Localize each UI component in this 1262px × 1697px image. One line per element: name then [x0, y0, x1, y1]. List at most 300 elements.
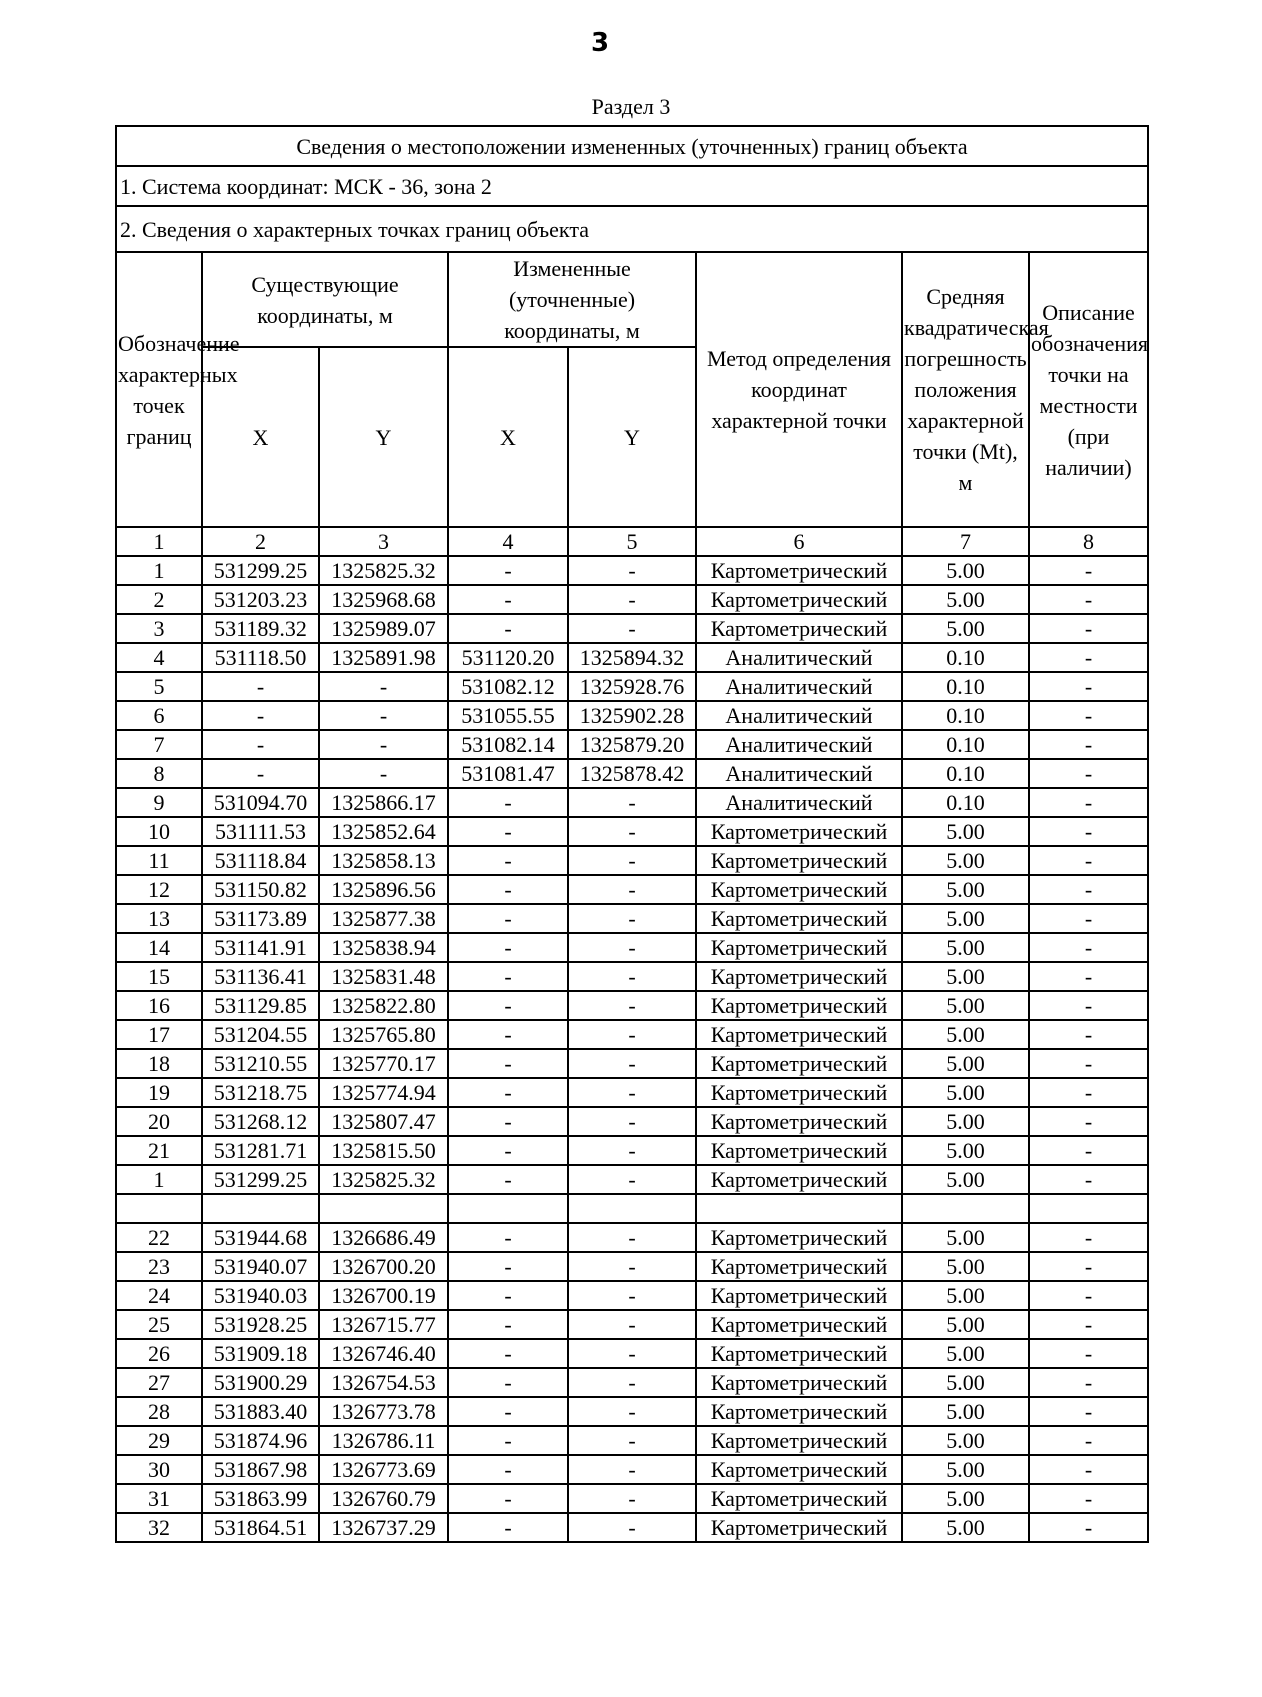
changed-y-cell: - — [568, 991, 696, 1020]
header-existing-x: X — [202, 347, 319, 527]
existing-y-cell: 1325815.50 — [319, 1136, 448, 1165]
point-id-cell: 21 — [116, 1136, 202, 1165]
table-row — [116, 643, 1148, 672]
method-cell: Картометрический — [696, 1426, 902, 1455]
empty-cell — [696, 1194, 902, 1223]
mean-error-cell: 5.00 — [902, 875, 1029, 904]
method-cell: Картометрический — [696, 933, 902, 962]
table-row — [116, 1339, 1148, 1368]
changed-y-cell: 1325894.32 — [568, 643, 696, 672]
header-method: Метод определения координат характерной точки — [696, 252, 902, 527]
mean-error-cell: 0.10 — [902, 672, 1029, 701]
point-id-cell: 27 — [116, 1368, 202, 1397]
existing-x-cell: 531189.32 — [202, 614, 319, 643]
existing-y-cell: - — [319, 730, 448, 759]
table-row — [116, 759, 1148, 788]
table-row — [116, 846, 1148, 875]
description-cell: - — [1029, 1455, 1148, 1484]
table-title: Сведения о местоположении измененных (уточненных) границ объекта — [116, 126, 1148, 166]
existing-x-cell: 531281.71 — [202, 1136, 319, 1165]
changed-x-cell: - — [448, 1223, 568, 1252]
method-cell: Аналитический — [696, 759, 902, 788]
mean-error-cell: 5.00 — [902, 585, 1029, 614]
changed-x-cell: - — [448, 1426, 568, 1455]
description-cell: - — [1029, 1223, 1148, 1252]
method-cell: Картометрический — [696, 1368, 902, 1397]
table-row — [116, 1107, 1148, 1136]
existing-y-cell: 1325852.64 — [319, 817, 448, 846]
changed-y-cell: - — [568, 1339, 696, 1368]
existing-x-cell: 531874.96 — [202, 1426, 319, 1455]
method-cell: Картометрический — [696, 991, 902, 1020]
empty-cell — [202, 1194, 319, 1223]
changed-x-cell: - — [448, 556, 568, 585]
existing-y-cell: 1326760.79 — [319, 1484, 448, 1513]
method-cell: Картометрический — [696, 962, 902, 991]
changed-y-cell: - — [568, 817, 696, 846]
changed-y-cell: - — [568, 904, 696, 933]
changed-y-cell: 1325902.28 — [568, 701, 696, 730]
mean-error-cell: 0.10 — [902, 701, 1029, 730]
method-cell: Картометрический — [696, 1339, 902, 1368]
table-row — [116, 1310, 1148, 1339]
mean-error-cell: 5.00 — [902, 1397, 1029, 1426]
method-cell: Картометрический — [696, 556, 902, 585]
existing-x-cell: 531909.18 — [202, 1339, 319, 1368]
existing-y-cell: 1325825.32 — [319, 556, 448, 585]
point-id-cell: 11 — [116, 846, 202, 875]
changed-x-cell: 531055.55 — [448, 701, 568, 730]
changed-y-cell: 1325879.20 — [568, 730, 696, 759]
changed-x-cell: - — [448, 1484, 568, 1513]
description-cell: - — [1029, 701, 1148, 730]
method-cell: Картометрический — [696, 1136, 902, 1165]
changed-x-cell: - — [448, 817, 568, 846]
point-id-cell: 17 — [116, 1020, 202, 1049]
changed-x-cell: - — [448, 1281, 568, 1310]
mean-error-cell: 5.00 — [902, 1513, 1029, 1542]
existing-x-cell: 531944.68 — [202, 1223, 319, 1252]
point-id-cell: 1 — [116, 556, 202, 585]
changed-x-cell: - — [448, 1165, 568, 1194]
empty-cell — [1029, 1194, 1148, 1223]
description-cell: - — [1029, 643, 1148, 672]
column-number-cell: 2 — [202, 527, 319, 556]
description-cell: - — [1029, 1107, 1148, 1136]
changed-x-cell: - — [448, 1397, 568, 1426]
method-cell: Картометрический — [696, 875, 902, 904]
changed-y-cell: - — [568, 1426, 696, 1455]
existing-y-cell: 1326773.78 — [319, 1397, 448, 1426]
existing-x-cell: 531900.29 — [202, 1368, 319, 1397]
changed-y-cell: - — [568, 556, 696, 585]
mean-error-cell: 5.00 — [902, 1484, 1029, 1513]
changed-y-cell: - — [568, 1223, 696, 1252]
mean-error-cell: 5.00 — [902, 1252, 1029, 1281]
existing-x-cell: 531883.40 — [202, 1397, 319, 1426]
description-cell: - — [1029, 933, 1148, 962]
description-cell: - — [1029, 1484, 1148, 1513]
existing-y-cell: 1325858.13 — [319, 846, 448, 875]
point-id-cell: 5 — [116, 672, 202, 701]
changed-y-cell: - — [568, 585, 696, 614]
header-changed-y: Y — [568, 347, 696, 527]
description-cell: - — [1029, 1513, 1148, 1542]
changed-y-cell: - — [568, 1455, 696, 1484]
existing-x-cell: 531094.70 — [202, 788, 319, 817]
description-cell: - — [1029, 730, 1148, 759]
method-cell: Картометрический — [696, 1513, 902, 1542]
existing-x-cell: 531928.25 — [202, 1310, 319, 1339]
changed-x-cell: - — [448, 1107, 568, 1136]
existing-y-cell: - — [319, 759, 448, 788]
changed-x-cell: - — [448, 962, 568, 991]
existing-x-cell: 531141.91 — [202, 933, 319, 962]
existing-x-cell: 531136.41 — [202, 962, 319, 991]
table-row — [116, 991, 1148, 1020]
mean-error-cell: 5.00 — [902, 962, 1029, 991]
changed-x-cell: 531081.47 — [448, 759, 568, 788]
mean-error-cell: 5.00 — [902, 1107, 1029, 1136]
changed-x-cell: 531120.20 — [448, 643, 568, 672]
changed-x-cell: - — [448, 788, 568, 817]
method-cell: Картометрический — [696, 1397, 902, 1426]
changed-x-cell: - — [448, 904, 568, 933]
existing-y-cell: 1326754.53 — [319, 1368, 448, 1397]
existing-y-cell: 1325896.56 — [319, 875, 448, 904]
changed-y-cell: - — [568, 875, 696, 904]
point-id-cell: 30 — [116, 1455, 202, 1484]
method-cell: Картометрический — [696, 1049, 902, 1078]
existing-y-cell: 1325891.98 — [319, 643, 448, 672]
point-id-cell: 9 — [116, 788, 202, 817]
table-row — [116, 1252, 1148, 1281]
table-row — [116, 1020, 1148, 1049]
mean-error-cell: 5.00 — [902, 1310, 1029, 1339]
method-cell: Картометрический — [696, 1455, 902, 1484]
changed-y-cell: - — [568, 1107, 696, 1136]
point-id-cell: 3 — [116, 614, 202, 643]
point-id-cell: 20 — [116, 1107, 202, 1136]
changed-y-cell: 1325878.42 — [568, 759, 696, 788]
coordinate-system: 1. Система координат: МСК - 36, зона 2 — [116, 166, 1148, 206]
changed-y-cell: - — [568, 1310, 696, 1339]
separator-row — [116, 1194, 1148, 1223]
mean-error-cell: 5.00 — [902, 904, 1029, 933]
existing-x-cell: 531111.53 — [202, 817, 319, 846]
mean-error-cell: 5.00 — [902, 1368, 1029, 1397]
method-cell: Картометрический — [696, 1107, 902, 1136]
changed-y-cell: - — [568, 1252, 696, 1281]
description-cell: - — [1029, 1136, 1148, 1165]
header-designation: Обозначение характерных точек границ — [116, 252, 202, 527]
existing-y-cell: 1326773.69 — [319, 1455, 448, 1484]
mean-error-cell: 5.00 — [902, 817, 1029, 846]
empty-cell — [568, 1194, 696, 1223]
point-id-cell: 25 — [116, 1310, 202, 1339]
table-row — [116, 672, 1148, 701]
table-row — [116, 1281, 1148, 1310]
changed-x-cell: - — [448, 1078, 568, 1107]
description-cell: - — [1029, 672, 1148, 701]
method-cell: Картометрический — [696, 846, 902, 875]
table-row — [116, 817, 1148, 846]
point-id-cell: 16 — [116, 991, 202, 1020]
table-row — [116, 1484, 1148, 1513]
column-number-cell: 1 — [116, 527, 202, 556]
point-id-cell: 18 — [116, 1049, 202, 1078]
description-cell: - — [1029, 788, 1148, 817]
changed-y-cell: - — [568, 1513, 696, 1542]
changed-y-cell: - — [568, 933, 696, 962]
mean-error-cell: 0.10 — [902, 643, 1029, 672]
description-cell: - — [1029, 991, 1148, 1020]
method-cell: Картометрический — [696, 904, 902, 933]
existing-y-cell: 1325968.68 — [319, 585, 448, 614]
method-cell: Картометрический — [696, 1078, 902, 1107]
changed-x-cell: - — [448, 1020, 568, 1049]
mean-error-cell: 5.00 — [902, 991, 1029, 1020]
existing-y-cell: 1325866.17 — [319, 788, 448, 817]
point-id-cell: 8 — [116, 759, 202, 788]
mean-error-cell: 5.00 — [902, 1455, 1029, 1484]
existing-y-cell: 1326737.29 — [319, 1513, 448, 1542]
changed-y-cell: - — [568, 1368, 696, 1397]
method-cell: Картометрический — [696, 1223, 902, 1252]
point-id-cell: 12 — [116, 875, 202, 904]
changed-y-cell: - — [568, 788, 696, 817]
table-row — [116, 1136, 1148, 1165]
mean-error-cell: 5.00 — [902, 846, 1029, 875]
description-cell: - — [1029, 1281, 1148, 1310]
changed-x-cell: - — [448, 1136, 568, 1165]
mean-error-cell: 0.10 — [902, 759, 1029, 788]
method-cell: Картометрический — [696, 1310, 902, 1339]
column-number-cell: 4 — [448, 527, 568, 556]
description-cell: - — [1029, 1020, 1148, 1049]
existing-x-cell: 531940.03 — [202, 1281, 319, 1310]
mean-error-cell: 0.10 — [902, 788, 1029, 817]
existing-x-cell: 531867.98 — [202, 1455, 319, 1484]
existing-x-cell: 531118.50 — [202, 643, 319, 672]
changed-y-cell: - — [568, 1281, 696, 1310]
point-id-cell: 32 — [116, 1513, 202, 1542]
mean-error-cell: 5.00 — [902, 933, 1029, 962]
method-cell: Аналитический — [696, 701, 902, 730]
point-id-cell: 31 — [116, 1484, 202, 1513]
description-cell: - — [1029, 962, 1148, 991]
mean-error-cell: 5.00 — [902, 1339, 1029, 1368]
point-id-cell: 4 — [116, 643, 202, 672]
description-cell: - — [1029, 875, 1148, 904]
existing-y-cell: 1325838.94 — [319, 933, 448, 962]
mean-error-cell: 5.00 — [902, 1223, 1029, 1252]
table-row — [116, 556, 1148, 585]
changed-y-cell: 1325928.76 — [568, 672, 696, 701]
header-mean-error: Средняя квадратическая погрешность положения характерной точки (Mt), м — [902, 252, 1029, 527]
method-cell: Картометрический — [696, 1020, 902, 1049]
changed-y-cell: - — [568, 614, 696, 643]
existing-x-cell: 531940.07 — [202, 1252, 319, 1281]
point-id-cell: 7 — [116, 730, 202, 759]
existing-y-cell: 1325822.80 — [319, 991, 448, 1020]
existing-x-cell: 531218.75 — [202, 1078, 319, 1107]
description-cell: - — [1029, 614, 1148, 643]
description-cell: - — [1029, 1426, 1148, 1455]
existing-x-cell: 531299.25 — [202, 1165, 319, 1194]
changed-y-cell: - — [568, 1020, 696, 1049]
table-row — [116, 962, 1148, 991]
point-id-cell: 10 — [116, 817, 202, 846]
changed-x-cell: - — [448, 1339, 568, 1368]
method-cell: Картометрический — [696, 1484, 902, 1513]
boundary-points-table — [115, 125, 1149, 1543]
points-heading: 2. Сведения о характерных точках границ объекта — [116, 206, 1148, 252]
changed-y-cell: - — [568, 1165, 696, 1194]
method-cell: Картометрический — [696, 1252, 902, 1281]
header-changed-coords: Измененные (уточненные) координаты, м — [448, 252, 696, 347]
existing-x-cell: 531203.23 — [202, 585, 319, 614]
existing-x-cell: 531268.12 — [202, 1107, 319, 1136]
existing-x-cell: - — [202, 730, 319, 759]
table-row — [116, 1223, 1148, 1252]
point-id-cell: 13 — [116, 904, 202, 933]
changed-x-cell: - — [448, 846, 568, 875]
description-cell: - — [1029, 817, 1148, 846]
changed-x-cell: - — [448, 614, 568, 643]
point-id-cell: 19 — [116, 1078, 202, 1107]
table-row — [116, 1397, 1148, 1426]
empty-cell — [116, 1194, 202, 1223]
description-cell: - — [1029, 1368, 1148, 1397]
method-cell: Аналитический — [696, 788, 902, 817]
table-row — [116, 585, 1148, 614]
existing-y-cell: - — [319, 701, 448, 730]
changed-y-cell: - — [568, 962, 696, 991]
changed-x-cell: - — [448, 875, 568, 904]
empty-cell — [448, 1194, 568, 1223]
changed-x-cell: 531082.12 — [448, 672, 568, 701]
mean-error-cell: 5.00 — [902, 1426, 1029, 1455]
column-number-cell: 6 — [696, 527, 902, 556]
page-number: 3 — [590, 28, 610, 58]
table-row — [116, 1165, 1148, 1194]
column-number-cell: 3 — [319, 527, 448, 556]
description-cell: - — [1029, 585, 1148, 614]
point-id-cell: 15 — [116, 962, 202, 991]
table-row — [116, 1513, 1148, 1542]
empty-cell — [902, 1194, 1029, 1223]
changed-y-cell: - — [568, 1078, 696, 1107]
header-existing-y: Y — [319, 347, 448, 527]
method-cell: Аналитический — [696, 672, 902, 701]
description-cell: - — [1029, 1339, 1148, 1368]
existing-x-cell: - — [202, 759, 319, 788]
table-row — [116, 1455, 1148, 1484]
existing-y-cell: 1326700.20 — [319, 1252, 448, 1281]
existing-x-cell: 531173.89 — [202, 904, 319, 933]
existing-y-cell: 1325989.07 — [319, 614, 448, 643]
description-cell: - — [1029, 1252, 1148, 1281]
existing-x-cell: 531118.84 — [202, 846, 319, 875]
existing-x-cell: 531210.55 — [202, 1049, 319, 1078]
changed-x-cell: - — [448, 585, 568, 614]
changed-x-cell: - — [448, 933, 568, 962]
existing-y-cell: 1326686.49 — [319, 1223, 448, 1252]
description-cell: - — [1029, 904, 1148, 933]
changed-x-cell: - — [448, 1368, 568, 1397]
method-cell: Картометрический — [696, 585, 902, 614]
column-number-cell: 8 — [1029, 527, 1148, 556]
existing-x-cell: 531204.55 — [202, 1020, 319, 1049]
header-changed-x: X — [448, 347, 568, 527]
point-id-cell: 14 — [116, 933, 202, 962]
table-row — [116, 701, 1148, 730]
description-cell: - — [1029, 846, 1148, 875]
mean-error-cell: 5.00 — [902, 1281, 1029, 1310]
header-description: Описание обозначения точки на местности (при наличии) — [1029, 252, 1148, 527]
table-row — [116, 904, 1148, 933]
table-row — [116, 730, 1148, 759]
description-cell: - — [1029, 1165, 1148, 1194]
existing-y-cell: 1326786.11 — [319, 1426, 448, 1455]
method-cell: Картометрический — [696, 614, 902, 643]
description-cell: - — [1029, 1397, 1148, 1426]
existing-y-cell: 1325825.32 — [319, 1165, 448, 1194]
description-cell: - — [1029, 1049, 1148, 1078]
existing-y-cell: 1325774.94 — [319, 1078, 448, 1107]
point-id-cell: 22 — [116, 1223, 202, 1252]
changed-x-cell: - — [448, 1252, 568, 1281]
existing-x-cell: 531864.51 — [202, 1513, 319, 1542]
table-row — [116, 875, 1148, 904]
changed-x-cell: 531082.14 — [448, 730, 568, 759]
mean-error-cell: 5.00 — [902, 1078, 1029, 1107]
changed-x-cell: - — [448, 1513, 568, 1542]
description-cell: - — [1029, 1310, 1148, 1339]
method-cell: Картометрический — [696, 1281, 902, 1310]
point-id-cell: 1 — [116, 1165, 202, 1194]
changed-x-cell: - — [448, 1049, 568, 1078]
point-id-cell: 6 — [116, 701, 202, 730]
existing-x-cell: 531129.85 — [202, 991, 319, 1020]
table-row — [116, 1368, 1148, 1397]
changed-x-cell: - — [448, 1455, 568, 1484]
existing-y-cell: 1325831.48 — [319, 962, 448, 991]
table-row — [116, 1049, 1148, 1078]
table-row — [116, 788, 1148, 817]
point-id-cell: 26 — [116, 1339, 202, 1368]
table-row — [116, 1078, 1148, 1107]
mean-error-cell: 5.00 — [902, 614, 1029, 643]
changed-x-cell: - — [448, 991, 568, 1020]
existing-y-cell: 1326715.77 — [319, 1310, 448, 1339]
mean-error-cell: 5.00 — [902, 1165, 1029, 1194]
mean-error-cell: 5.00 — [902, 1020, 1029, 1049]
method-cell: Аналитический — [696, 730, 902, 759]
existing-x-cell: 531863.99 — [202, 1484, 319, 1513]
existing-x-cell: 531299.25 — [202, 556, 319, 585]
changed-y-cell: - — [568, 1049, 696, 1078]
column-number-cell: 7 — [902, 527, 1029, 556]
changed-y-cell: - — [568, 1484, 696, 1513]
existing-x-cell: - — [202, 672, 319, 701]
description-cell: - — [1029, 556, 1148, 585]
table-row — [116, 614, 1148, 643]
column-number-cell: 5 — [568, 527, 696, 556]
changed-y-cell: - — [568, 1397, 696, 1426]
point-id-cell: 23 — [116, 1252, 202, 1281]
